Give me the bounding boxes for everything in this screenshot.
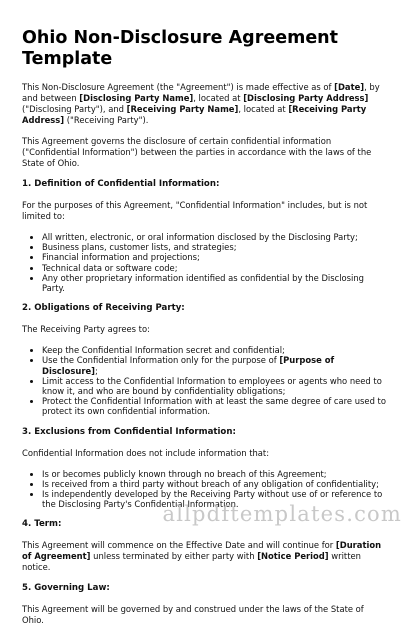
paragraph-text: ("Disclosing Party"), and — [22, 104, 127, 114]
paragraph-text: , located at — [238, 104, 289, 114]
section-3-heading: 3. Exclusions from Confidential Information: — [22, 426, 236, 437]
intro-paragraph — [22, 82, 388, 126]
list-item: • Limit access to the Confidential Information to employees or agents who need to know it, and who are bound by confidentiality obligations; — [42, 376, 388, 396]
placeholder-field: [Disclosing Party Address] — [243, 93, 369, 103]
list-item: • Is independently developed by the Receiving Party without use of or reference to the Disclosing Party's Confidential Information. — [42, 489, 388, 509]
section-5-text: This Agreement will be governed by and construed under the laws of the State of Ohio. — [22, 604, 364, 626]
watermark: allpdftemplates.com — [162, 502, 402, 526]
paragraph-text: , located at — [193, 93, 244, 103]
list-item: • Protect the Confidential Information with at least the same degree of care used to protect its own confidential information. — [42, 396, 388, 416]
list-item: • Is or becomes publicly known through no breach of this Agreement; — [42, 469, 388, 479]
paragraph-text: This Agreement will commence on the Effective Date and will continue for — [22, 540, 336, 551]
list-item: • Financial information and projections; — [42, 252, 388, 262]
placeholder-notice-period: [Notice Period] — [257, 551, 329, 562]
section-4-text — [22, 540, 388, 573]
section-2-heading: 2. Obligations of Receiving Party: — [22, 303, 185, 314]
paragraph-text: ("Receiving Party"). — [64, 115, 149, 125]
section-5-heading: 5. Governing Law: — [22, 583, 110, 594]
paragraph-text: written notice. — [22, 551, 361, 573]
list-item: • Any other proprietary information identified as confidential by the Disclosing Party. — [42, 273, 388, 293]
section-2-list — [22, 345, 388, 416]
section-4-heading: 4. Term: — [22, 519, 62, 530]
governs-paragraph: This Agreement governs the disclosure of certain confidential information ("Confidential Information") between the parties in accordance with the laws of the State of Ohio. — [22, 136, 372, 168]
list-item — [42, 355, 388, 375]
list-item: • Business plans, customer lists, and strategies; — [42, 242, 388, 252]
paragraph-text: This Non-Disclosure Agreement (the "Agreement") is made effective as of — [22, 82, 335, 92]
placeholder-field: [Disclosing Party Name] — [79, 93, 194, 103]
paragraph-text: unless terminated by either party with — [90, 551, 258, 562]
page-title: Ohio Non-Disclosure Agreement Template — [22, 28, 339, 69]
placeholder-field: [Receiving Party Address] — [22, 104, 367, 125]
list-item-text: Use the Confidential Information only for the purpose of — [42, 355, 280, 366]
section-1-list — [22, 232, 388, 293]
list-item: • Keep the Confidential Information secret and confidential; — [42, 345, 388, 355]
document-page — [22, 28, 388, 636]
paragraph-text: , by and between — [22, 82, 380, 103]
list-item: • Technical data or software code; — [42, 263, 388, 273]
placeholder-field: [Receiving Party Name] — [126, 104, 239, 114]
list-item-text: ; — [94, 365, 98, 376]
section-3-lead: Confidential Information does not include information that: — [22, 447, 270, 458]
section-1-lead: For the purposes of this Agreement, "Confidential Information" includes, but is not limited to: — [22, 200, 368, 221]
placeholder-purpose: [Purpose of Disclosure] — [42, 355, 335, 376]
list-item: • All written, electronic, or oral information disclosed by the Disclosing Party; — [42, 232, 388, 242]
section-2-lead: The Receiving Party agrees to: — [22, 324, 150, 335]
section-1-heading: 1. Definition of Confidential Information: — [22, 179, 220, 189]
list-item: • Is received from a third party without breach of any obligation of confidentiality; — [42, 479, 388, 489]
placeholder-duration: [Duration of Agreement] — [22, 540, 382, 562]
placeholder-field: [Date] — [334, 82, 365, 92]
